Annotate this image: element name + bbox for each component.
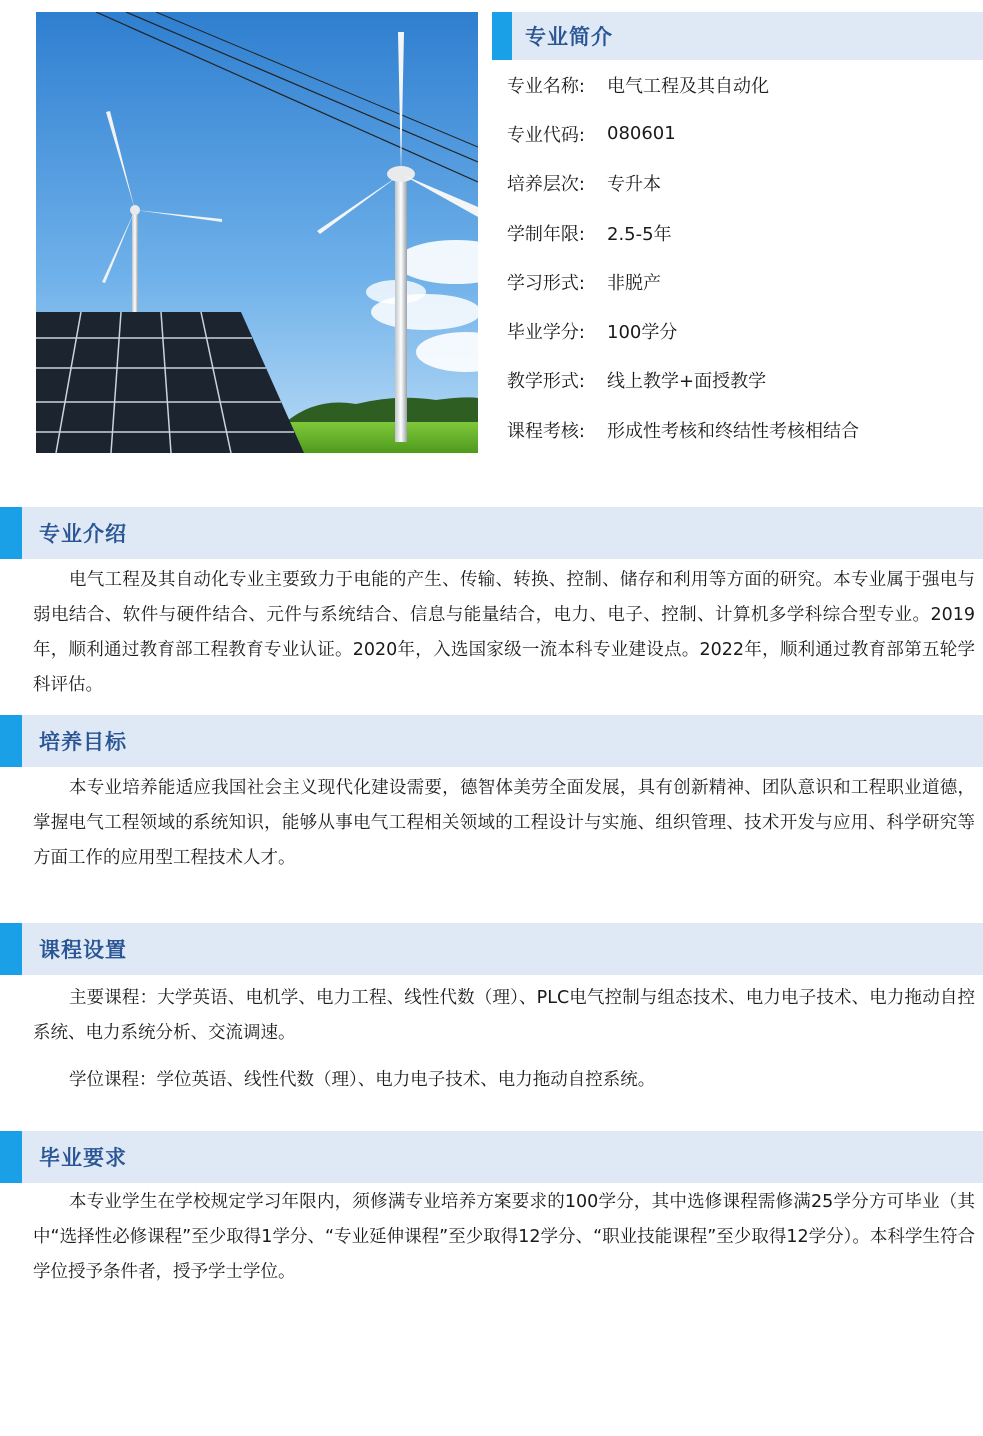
info-label: 学制年限:: [506, 223, 585, 245]
info-row-duration: [492, 208, 983, 257]
info-label: 教学形式:: [506, 371, 585, 393]
info-value: 专升本: [607, 174, 661, 196]
accent-bar: [0, 507, 22, 559]
info-label: 学习形式:: [506, 272, 585, 294]
info-label: 培养层次:: [506, 174, 585, 196]
intro-title: 专业介绍: [39, 522, 127, 546]
info-label: 毕业学分:: [506, 322, 585, 344]
main-courses-text: 主要课程：大学英语、电机学、电力工程、线性代数（理）、PLC电气控制与组态技术、电力电子技术、电力拖动自控系统、电力系统分析、交流调速。: [33, 988, 975, 1043]
summary-title: 专业简介: [525, 25, 613, 49]
accent-bar: [492, 12, 512, 60]
goal-section: [0, 715, 983, 876]
graduation-header: [0, 1131, 983, 1183]
info-value: 非脱产: [607, 272, 661, 294]
info-row-mode: [492, 257, 983, 306]
degree-courses-text: 学位课程：学位英语、线性代数（理）、电力电子技术、电力拖动自控系统。: [69, 1070, 656, 1090]
info-label: 课程考核:: [506, 420, 585, 442]
summary-list: [492, 60, 983, 454]
accent-bar: [0, 715, 22, 767]
intro-section: [0, 507, 983, 703]
graduation-text: 本专业学生在学校规定学习年限内，须修满专业培养方案要求的100学分，其中选修课程需修满25学分方可毕业（其中“选择性必修课程”至少取得1学分、“专业延伸课程”至少取得12学分、“职业技能课程”至少取得12学分）。本科学生符合学位授予条件者，授予学士学位。: [33, 1192, 975, 1282]
info-row-assessment: [492, 405, 983, 454]
info-row-credits: [492, 306, 983, 355]
intro-text: 电气工程及其自动化专业主要致力于电能的产生、传输、转换、控制、储存和利用等方面的研究。本专业属于强电与弱电结合、软件与硬件结合、元件与系统结合、信息与能量结合，电力、电子、控制、计算机多学科综合型专业。2019年，顺利通过教育部工程教育专业认证。2020年，入选国家级一流本科专业建设点。2022年，顺利通过教育部第五轮学科评估。: [33, 570, 975, 695]
goal-text: 本专业培养能适应我国社会主义现代化建设需要，德智体美劳全面发展，具有创新精神、团队意识和工程职业道德，掌握电气工程领域的系统知识，能够从事电气工程相关领域的工程设计与实施、组织管理、技术开发与应用、科学研究等方面工作的应用型工程技术人才。: [33, 778, 975, 868]
info-value: 形成性考核和终结性考核相结合: [607, 420, 859, 442]
info-value: 电气工程及其自动化: [607, 75, 769, 97]
info-row-code: [492, 109, 983, 158]
info-label: 专业名称:: [506, 75, 585, 97]
info-row-level: [492, 159, 983, 208]
wind-turbine-solar-photo: [36, 12, 478, 453]
info-label: 专业代码:: [506, 124, 585, 146]
info-value: 100学分: [607, 322, 678, 344]
summary-header: [492, 12, 983, 60]
graduation-section: [0, 1131, 983, 1290]
info-row-teaching: [492, 356, 983, 405]
info-value: 2.5-5年: [607, 223, 672, 245]
summary-section: [492, 12, 983, 454]
info-value: 线上教学+面授教学: [607, 371, 767, 393]
goal-title: 培养目标: [39, 730, 127, 754]
goal-header: [0, 715, 983, 767]
info-row-name: [492, 60, 983, 109]
courses-title: 课程设置: [39, 938, 127, 962]
accent-bar: [0, 1131, 22, 1183]
courses-section: [0, 923, 983, 1098]
info-value: 080601: [607, 123, 676, 145]
courses-header: [0, 923, 983, 975]
graduation-title: 毕业要求: [39, 1146, 127, 1170]
accent-bar: [0, 923, 22, 975]
intro-header: [0, 507, 983, 559]
